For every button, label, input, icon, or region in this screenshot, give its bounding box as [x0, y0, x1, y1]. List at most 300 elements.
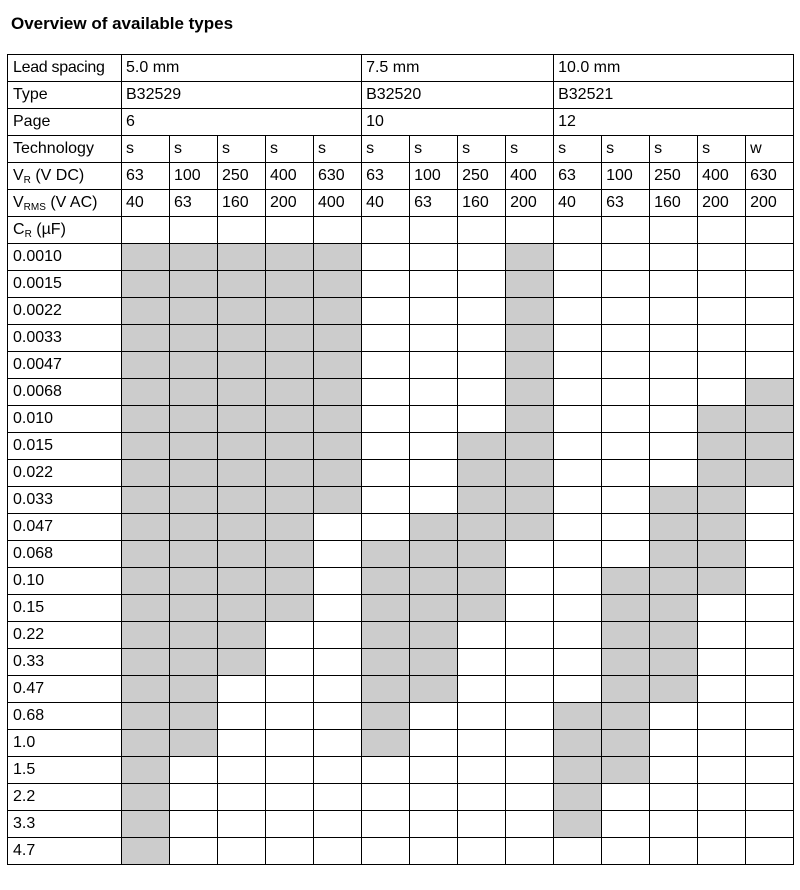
rms-voltage-label: $V_{RMS}$ (V AC) [8, 190, 122, 217]
available-cell [170, 433, 218, 460]
rms-voltage-cell: 160 [218, 190, 266, 217]
unavailable-cell [314, 838, 362, 865]
type-b32520: B32520 [362, 82, 554, 109]
unavailable-cell [506, 568, 554, 595]
unavailable-cell [410, 487, 458, 514]
capacitance-header-empty-cell [698, 217, 746, 244]
unavailable-cell [650, 352, 698, 379]
unavailable-cell [218, 811, 266, 838]
unavailable-cell [554, 838, 602, 865]
unavailable-cell [650, 244, 698, 271]
unavailable-cell [458, 406, 506, 433]
available-cell [122, 595, 170, 622]
available-cell [266, 244, 314, 271]
unavailable-cell [410, 460, 458, 487]
unavailable-cell [218, 838, 266, 865]
available-cell [650, 541, 698, 568]
capacitance-value: 0.22 [8, 622, 122, 649]
available-cell [506, 487, 554, 514]
unavailable-cell [362, 244, 410, 271]
available-cell [170, 676, 218, 703]
available-cell [170, 622, 218, 649]
unavailable-cell [746, 595, 794, 622]
technology-cell: s [458, 136, 506, 163]
unavailable-cell [410, 244, 458, 271]
available-cell [506, 379, 554, 406]
unavailable-cell [506, 622, 554, 649]
available-cell [170, 649, 218, 676]
unavailable-cell [410, 379, 458, 406]
available-cell [266, 298, 314, 325]
unavailable-cell [554, 379, 602, 406]
unavailable-cell [698, 730, 746, 757]
unavailable-cell [746, 703, 794, 730]
unavailable-cell [314, 649, 362, 676]
unavailable-cell [602, 298, 650, 325]
unavailable-cell [410, 811, 458, 838]
unavailable-cell [266, 676, 314, 703]
unavailable-cell [746, 325, 794, 352]
available-cell [122, 298, 170, 325]
available-cell [122, 271, 170, 298]
capacitance-value: 0.47 [8, 676, 122, 703]
available-cell [218, 433, 266, 460]
available-cell [650, 595, 698, 622]
unavailable-cell [362, 298, 410, 325]
unavailable-cell [458, 379, 506, 406]
available-cell [650, 568, 698, 595]
rated-voltage-label: $V_R$ (V DC) [8, 163, 122, 190]
lead-spacing-5mm: 5.0 mm [122, 55, 362, 82]
available-cell [266, 514, 314, 541]
unavailable-cell [602, 325, 650, 352]
capacitance-row [8, 649, 794, 676]
unavailable-cell [410, 784, 458, 811]
unavailable-cell [458, 622, 506, 649]
technology-cell: s [170, 136, 218, 163]
unavailable-cell [410, 703, 458, 730]
unavailable-cell [554, 406, 602, 433]
unavailable-cell [410, 757, 458, 784]
available-cell [218, 325, 266, 352]
capacitance-header-empty-cell [602, 217, 650, 244]
available-cell [122, 487, 170, 514]
capacitance-value: 0.0010 [8, 244, 122, 271]
unavailable-cell [746, 757, 794, 784]
capacitance-header-empty-cell [506, 217, 554, 244]
lead-spacing-10mm: 10.0 mm [554, 55, 794, 82]
unavailable-cell [266, 730, 314, 757]
capacitance-value: 0.022 [8, 460, 122, 487]
available-cell [122, 784, 170, 811]
available-cell [698, 487, 746, 514]
available-cell [218, 568, 266, 595]
available-cell [170, 541, 218, 568]
available-cell [170, 568, 218, 595]
available-cell [410, 568, 458, 595]
available-cell [554, 730, 602, 757]
available-cell [170, 298, 218, 325]
unavailable-cell [698, 271, 746, 298]
unavailable-cell [554, 649, 602, 676]
unavailable-cell [650, 703, 698, 730]
available-cell [122, 811, 170, 838]
capacitance-value: 0.033 [8, 487, 122, 514]
available-cell [554, 703, 602, 730]
unavailable-cell [698, 757, 746, 784]
capacitance-value: 0.0033 [8, 325, 122, 352]
capacitance-value: 1.0 [8, 730, 122, 757]
available-cell [650, 622, 698, 649]
available-cell [314, 244, 362, 271]
page-title: Overview of available types [11, 14, 234, 33]
rms-voltage-cell: 63 [602, 190, 650, 217]
available-cell [650, 649, 698, 676]
unavailable-cell [410, 730, 458, 757]
rms-voltage-cell: 160 [458, 190, 506, 217]
available-cell [362, 730, 410, 757]
capacitance-row [8, 676, 794, 703]
capacitance-header-empty-cell [554, 217, 602, 244]
unavailable-cell [458, 811, 506, 838]
unavailable-cell [362, 784, 410, 811]
unavailable-cell [746, 514, 794, 541]
unavailable-cell [362, 433, 410, 460]
capacitance-header-empty-cell [314, 217, 362, 244]
rated-voltage-cell: 630 [746, 163, 794, 190]
capacitance-value: 0.010 [8, 406, 122, 433]
capacitance-header-empty-cell [410, 217, 458, 244]
available-cell [602, 568, 650, 595]
lead-spacing-7-5mm: 7.5 mm [362, 55, 554, 82]
available-cell [602, 757, 650, 784]
unavailable-cell [314, 622, 362, 649]
unavailable-cell [458, 298, 506, 325]
available-cell [218, 379, 266, 406]
available-cell [746, 433, 794, 460]
unavailable-cell [506, 541, 554, 568]
unavailable-cell [314, 514, 362, 541]
capacitance-row [8, 298, 794, 325]
unavailable-cell [218, 730, 266, 757]
available-cell [122, 622, 170, 649]
capacitance-value: 0.0047 [8, 352, 122, 379]
unavailable-cell [506, 784, 554, 811]
type-b32529: B32529 [122, 82, 362, 109]
available-cell [506, 325, 554, 352]
unavailable-cell [698, 811, 746, 838]
unavailable-cell [314, 703, 362, 730]
unavailable-cell [746, 298, 794, 325]
type-label: Type [8, 82, 122, 109]
available-cell [314, 325, 362, 352]
capacitance-value: 3.3 [8, 811, 122, 838]
technology-cell: s [410, 136, 458, 163]
available-cell [506, 514, 554, 541]
unavailable-cell [410, 838, 458, 865]
unavailable-cell [266, 838, 314, 865]
available-cell [218, 352, 266, 379]
available-cell [602, 595, 650, 622]
capacitance-row [8, 595, 794, 622]
available-cell [122, 730, 170, 757]
unavailable-cell [602, 406, 650, 433]
unavailable-cell [410, 433, 458, 460]
unavailable-cell [698, 298, 746, 325]
capacitance-row [8, 514, 794, 541]
unavailable-cell [554, 514, 602, 541]
rated-voltage-cell: 250 [458, 163, 506, 190]
available-cell [650, 676, 698, 703]
available-cell [746, 460, 794, 487]
unavailable-cell [506, 757, 554, 784]
available-cell [266, 487, 314, 514]
unavailable-cell [458, 352, 506, 379]
available-cell [362, 703, 410, 730]
unavailable-cell [410, 271, 458, 298]
rated-voltage-cell: 63 [554, 163, 602, 190]
available-cell [122, 379, 170, 406]
available-cell [170, 595, 218, 622]
capacitance-header-empty-cell [218, 217, 266, 244]
unavailable-cell [698, 379, 746, 406]
unavailable-cell [266, 811, 314, 838]
unavailable-cell [362, 352, 410, 379]
unavailable-cell [314, 757, 362, 784]
unavailable-cell [314, 730, 362, 757]
capacitance-header-empty-cell [746, 217, 794, 244]
unavailable-cell [554, 541, 602, 568]
unavailable-cell [266, 649, 314, 676]
available-cell [122, 541, 170, 568]
rated-voltage-cell: 100 [170, 163, 218, 190]
available-cell [362, 541, 410, 568]
rms-voltage-cell: 200 [698, 190, 746, 217]
unavailable-cell [602, 271, 650, 298]
unavailable-cell [266, 703, 314, 730]
available-cell [122, 703, 170, 730]
unavailable-cell [650, 784, 698, 811]
available-cell [554, 757, 602, 784]
type-b32521: B32521 [554, 82, 794, 109]
unavailable-cell [362, 757, 410, 784]
available-cell [122, 352, 170, 379]
available-cell [410, 541, 458, 568]
unavailable-cell [554, 595, 602, 622]
available-cell [122, 838, 170, 865]
page-b32520: 10 [362, 109, 554, 136]
available-cell [506, 406, 554, 433]
rated-voltage-cell: 630 [314, 163, 362, 190]
available-cell [650, 514, 698, 541]
available-cell [218, 406, 266, 433]
capacitance-value: 0.047 [8, 514, 122, 541]
unavailable-cell [506, 676, 554, 703]
unavailable-cell [458, 703, 506, 730]
unavailable-cell [650, 379, 698, 406]
available-cell [698, 433, 746, 460]
unavailable-cell [458, 730, 506, 757]
unavailable-cell [170, 838, 218, 865]
available-cell [650, 487, 698, 514]
unavailable-cell [746, 622, 794, 649]
rms-voltage-cell: 200 [506, 190, 554, 217]
unavailable-cell [602, 352, 650, 379]
available-cell [122, 244, 170, 271]
available-cell [266, 460, 314, 487]
rms-voltage-cell: 200 [266, 190, 314, 217]
rms-voltage-cell: 40 [554, 190, 602, 217]
lead-spacing-row [8, 55, 794, 82]
capacitance-row [8, 406, 794, 433]
available-cell [602, 622, 650, 649]
capacitance-row [8, 703, 794, 730]
available-cell [266, 541, 314, 568]
capacitance-label: $C_R$ (µF) [8, 217, 122, 244]
unavailable-cell [698, 244, 746, 271]
technology-cell: s [506, 136, 554, 163]
available-cell [218, 298, 266, 325]
available-cell [554, 811, 602, 838]
capacitance-value: 1.5 [8, 757, 122, 784]
capacitance-value: 0.0015 [8, 271, 122, 298]
technology-cell: s [554, 136, 602, 163]
available-cell [458, 568, 506, 595]
capacitance-row [8, 811, 794, 838]
rms-voltage-cell: 63 [410, 190, 458, 217]
available-cell [266, 271, 314, 298]
page-b32521: 12 [554, 109, 794, 136]
capacitance-row [8, 541, 794, 568]
capacitance-header-empty-cell [650, 217, 698, 244]
available-cell [698, 406, 746, 433]
available-cell [698, 568, 746, 595]
capacitance-value: 0.68 [8, 703, 122, 730]
unavailable-cell [554, 433, 602, 460]
unavailable-cell [362, 379, 410, 406]
available-cell [410, 595, 458, 622]
rated-voltage-cell: 63 [362, 163, 410, 190]
available-cell [314, 406, 362, 433]
available-cell [362, 622, 410, 649]
available-cell [266, 433, 314, 460]
capacitance-row [8, 379, 794, 406]
technology-cell: s [698, 136, 746, 163]
rated-voltage-cell: 250 [218, 163, 266, 190]
available-cell [458, 433, 506, 460]
unavailable-cell [314, 595, 362, 622]
capacitance-header-empty-cell [170, 217, 218, 244]
available-cell [170, 379, 218, 406]
page-label: Page [8, 109, 122, 136]
unavailable-cell [218, 676, 266, 703]
unavailable-cell [602, 433, 650, 460]
lead-spacing-label: Lead spacing [8, 55, 122, 82]
unavailable-cell [746, 271, 794, 298]
capacitance-value: 0.068 [8, 541, 122, 568]
unavailable-cell [650, 298, 698, 325]
capacitance-row [8, 325, 794, 352]
available-cell [122, 460, 170, 487]
available-cell [314, 487, 362, 514]
capacitance-row [8, 784, 794, 811]
unavailable-cell [362, 406, 410, 433]
unavailable-cell [170, 784, 218, 811]
capacitance-row [8, 757, 794, 784]
available-cell [122, 568, 170, 595]
unavailable-cell [746, 649, 794, 676]
unavailable-cell [650, 730, 698, 757]
available-cell [698, 460, 746, 487]
unavailable-cell [746, 487, 794, 514]
unavailable-cell [266, 757, 314, 784]
available-cell [314, 352, 362, 379]
technology-cell: s [362, 136, 410, 163]
unavailable-cell [554, 244, 602, 271]
technology-cell: w [746, 136, 794, 163]
available-cell [410, 514, 458, 541]
unavailable-cell [506, 649, 554, 676]
capacitance-value: 0.015 [8, 433, 122, 460]
technology-label: Technology [8, 136, 122, 163]
available-cell [122, 649, 170, 676]
rated-voltage-row [8, 163, 794, 190]
unavailable-cell [506, 838, 554, 865]
unavailable-cell [458, 271, 506, 298]
unavailable-cell [746, 838, 794, 865]
capacitance-row [8, 271, 794, 298]
unavailable-cell [314, 784, 362, 811]
unavailable-cell [410, 325, 458, 352]
available-cell [314, 379, 362, 406]
available-cell [170, 271, 218, 298]
unavailable-cell [698, 838, 746, 865]
rated-voltage-cell: 400 [506, 163, 554, 190]
available-cell [458, 514, 506, 541]
available-cell [266, 379, 314, 406]
available-cell [746, 406, 794, 433]
unavailable-cell [362, 838, 410, 865]
technology-cell: s [266, 136, 314, 163]
available-cell [506, 433, 554, 460]
available-cell [122, 325, 170, 352]
available-cell [602, 703, 650, 730]
unavailable-cell [650, 325, 698, 352]
capacitance-value: 0.33 [8, 649, 122, 676]
available-cell [218, 649, 266, 676]
type-row [8, 82, 794, 109]
available-cell [266, 325, 314, 352]
unavailable-cell [554, 460, 602, 487]
available-cell [698, 514, 746, 541]
unavailable-cell [554, 298, 602, 325]
available-cell [602, 649, 650, 676]
unavailable-cell [218, 784, 266, 811]
rated-voltage-cell: 400 [698, 163, 746, 190]
available-cell [362, 649, 410, 676]
capacitance-value: 0.0068 [8, 379, 122, 406]
unavailable-cell [314, 811, 362, 838]
unavailable-cell [650, 757, 698, 784]
rms-voltage-cell: 40 [122, 190, 170, 217]
types-overview-table [7, 54, 794, 865]
rms-voltage-cell: 160 [650, 190, 698, 217]
unavailable-cell [554, 568, 602, 595]
unavailable-cell [266, 622, 314, 649]
unavailable-cell [746, 811, 794, 838]
unavailable-cell [698, 352, 746, 379]
available-cell [458, 460, 506, 487]
